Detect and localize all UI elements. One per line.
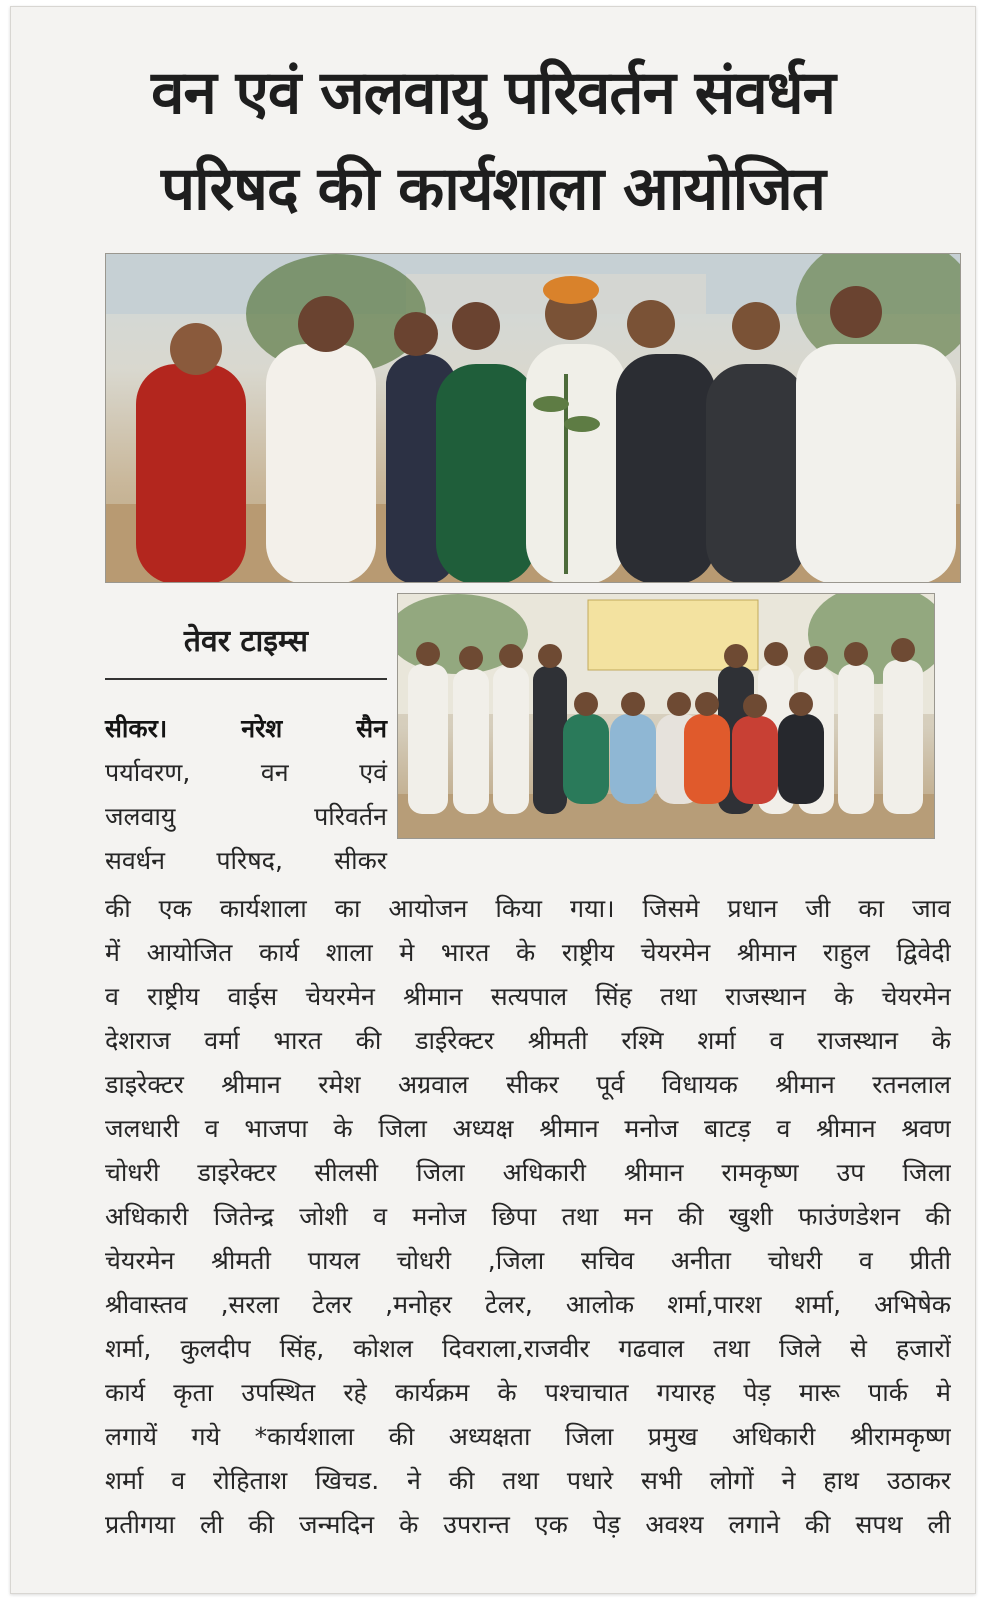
body-line: की एक कार्यशाला का आयोजन किया गया। जिसमे प्रधान जी का जाव [105, 894, 951, 923]
group-photo [397, 593, 935, 839]
group-photo-art [398, 594, 935, 839]
body-line: शर्मा, कुलदीप सिंह, कोशल दिवराला,राजवीर गढवाल तथा जिले से हजारों [105, 1334, 951, 1363]
body-line: व राष्ट्रीय वाईस चेयरमेन श्रीमान सत्यपाल सिंह तथा राजस्थान के चेयरमेन [105, 982, 951, 1011]
body-line: डाइरेक्टर श्रीमान रमेश अग्रवाल सीकर पूर्व विधायक श्रीमान रतनलाल [105, 1070, 951, 1099]
newspaper-clipping [10, 6, 976, 1594]
body-line: देशराज वर्मा भारत की डाईरेक्टर श्रीमती रश्मि शर्मा व राजस्थान के [105, 1026, 951, 1055]
tree-planting-photo-art [106, 254, 961, 583]
body-line: लगायें गये *कार्यशाला की अध्यक्षता जिला प्रमुख अधिकारी श्रीरामकृष्ण [105, 1422, 951, 1451]
body-line: प्रतीगया ली की जन्मदिन के उपरान्त एक पेड़ अवश्य लगाने की सपथ ली [105, 1510, 951, 1539]
headline-line-2: परिषद की कार्यशाला आयोजित [161, 154, 825, 224]
body-line: चोधरी डाइरेक्टर सीलसी जिला अधिकारी श्रीमान रामकृष्ण उप जिला [105, 1158, 951, 1187]
body-line: जलधारी व भाजपा के जिला अध्यक्ष श्रीमान मनोज बाटड़ व श्रीमान श्रवण [105, 1114, 951, 1143]
tree-planting-photo [105, 253, 961, 583]
body-line: शर्मा व रोहिताश खिचड. ने की तथा पधारे सभी लोगों ने हाथ उठाकर [105, 1466, 951, 1495]
headline-line-1: वन एवं जलवायु परिवर्तन संवर्धन [151, 58, 835, 128]
body-line: में आयोजित कार्य शाला मे भारत के राष्ट्रीय चेयरमेन श्रीमान राहुल द्विवेदी [105, 938, 951, 967]
body-line: चेयरमेन श्रीमती पायल चोधरी ,जिला सचिव अनीता चोधरी व प्रीती [105, 1246, 951, 1275]
body-line: कार्य कृता उपस्थित रहे कार्यक्रम के पश्चाचात गयारह पेड़ मारू पार्क मे [105, 1378, 951, 1407]
intro-line-3: सवर्धन परिषद, सीकर [105, 846, 387, 875]
intro-line-2: जलवायु परिवर्तन [105, 802, 387, 831]
newspaper-masthead: तेवर टाइम्स [105, 619, 387, 680]
headline [51, 45, 935, 237]
body-line: श्रीवास्तव ,सरला टेलर ,मनोहर टेलर, आलोक शर्मा,पारश शर्मा, अभिषेक [105, 1290, 951, 1319]
body-line: अधिकारी जितेन्द्र जोशी व मनोज छिपा तथा मन की खुशी फाउंणडेशन की [105, 1202, 951, 1231]
dateline: सीकर। नरेश सैन [105, 714, 387, 743]
article-body [105, 887, 951, 1547]
intro-line-1: पर्यावरण, वन एवं [105, 758, 387, 787]
intro-column [105, 707, 387, 883]
